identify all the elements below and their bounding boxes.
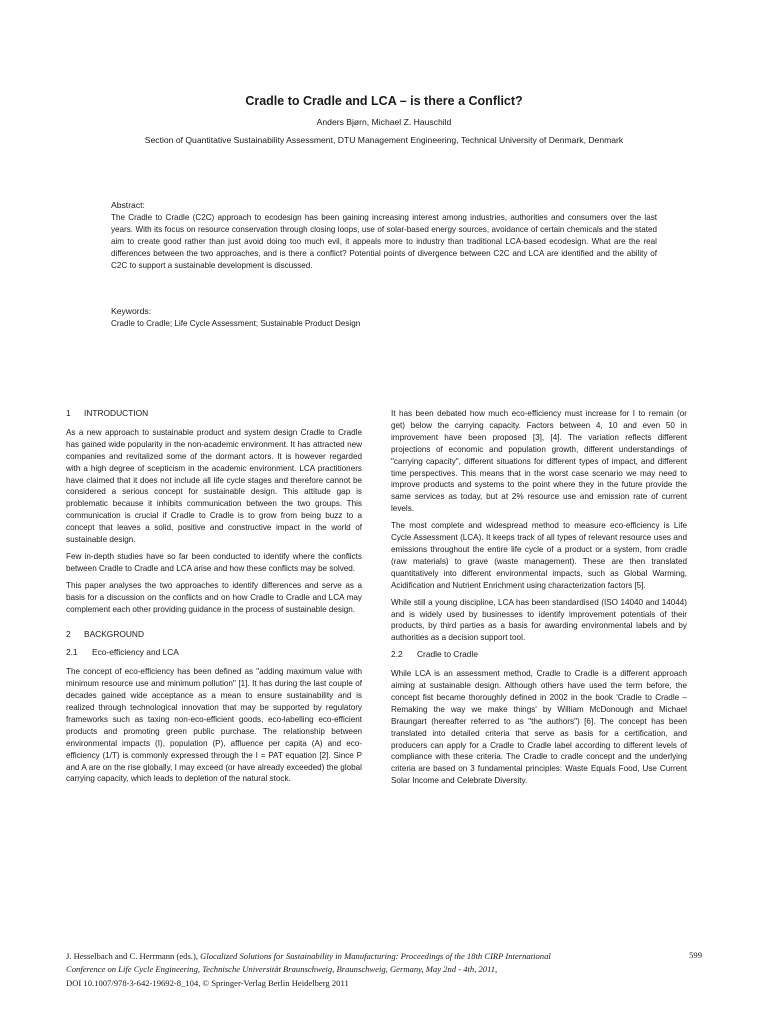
- footer-line-1: [66, 950, 626, 963]
- keywords-section: [111, 305, 657, 330]
- author-list: Anders Bjørn, Michael Z. Hauschild: [316, 117, 452, 127]
- paragraph: While still a young discipline, LCA has been standardised (ISO 14040 and 14044) and is widely used by businesses to identify improvement potentials of their products, by third parties as a basis for awarding environmental labels and by authorities as a decision support tool.: [391, 597, 687, 643]
- subsection-title: Eco-efficiency and LCA: [92, 647, 179, 658]
- citation-footer: [66, 950, 626, 990]
- paragraph: As a new approach to sustainable product and system design Cradle to Cradle has gained wide popularity in the non-academic environment. It has attracted new companies and revitalized some of the dormant actors. It is however regarded with a high degree of scepticism in the academic environment. LCA practitioners have claimed that it does not include all life cycle stages and therefore cannot be considered a serious concept for sustainable design. This attitude gap is problematic because it inhibits communication between the two groups. This communication is crucial if Cradle to Cradle is to grow from being buzz to a concept that leaves a solid, positive and constructive impact in the world of sustainable design.: [66, 427, 362, 545]
- paragraph: The most complete and widespread method to measure eco-efficiency is Life Cycle Assessment (LCA). It keeps track of all types of relevant resource uses and emissions throughout the entire life cycle of a product or a system, from cradle (raw materials) to grave (waste management). These are then translated quantitatively into different environmental impacts, such as Global Warming, Acidification and Nutrient Enrichment using characterization factors [5].: [391, 521, 687, 590]
- abstract-label: Abstract:: [111, 200, 145, 210]
- section-title: INTRODUCTION: [84, 408, 149, 418]
- left-column: [66, 408, 362, 790]
- keywords-label: Keywords:: [111, 306, 152, 316]
- paragraph: While LCA is an assessment method, Cradle to Cradle is a different approach aiming at sustainable design. Although others have used the term before, the concept fist became thoroughly defined in 2002 in the book 'Cradle to Cradle – Remaking the way we make things' by William McDonough and Michael Braungart (hereafter referred to as "the authors") [6]. The concept has been translated into detailed criteria that serve as basis for a certification, and producers can apply for a Cradle to Cradle label according to different levels of compliance with these criteria. The Cradle to cradle concept and the underlying criteria are based on 3 fundamental principles: Waste Equals Food, Use Current Solar Income and Celebrate Diversity.: [391, 669, 687, 786]
- paper-title: Cradle to Cradle and LCA – is there a Conflict?: [245, 94, 523, 108]
- abstract-section: [111, 199, 657, 272]
- section-number: 2: [66, 628, 71, 639]
- subsection-number: 2.2: [391, 649, 403, 660]
- paragraph: The concept of eco-efficiency has been defined as "adding maximum value with minimum resource use and minimum pollution" [1]. It has during the last couple of decades gained wide acceptance as a mean to ensure sustainability and is realized through technological innovation that may be supported by regulatory frameworks such as taxing non-eco-efficient goods, eco-labelling eco-efficient products and promoting green public purchase. The relationship between environmental impacts (I), population (P), affluence per capita (A) and eco-efficiency (1/T) is commonly expressed through the I = PAT equation [2]. Since P and A are on the rise globally, I may exceed (or have already exceeded) the global carrying capacity, which leads to depletion of the natural stock.: [66, 667, 362, 784]
- keywords-text: Cradle to Cradle; Life Cycle Assessment; Sustainable Product Design: [111, 319, 361, 328]
- page-number: 599: [689, 950, 702, 960]
- paragraph: It has been debated how much eco-efficiency must increase for I to remain (or get) below the carrying capacity. Factors between 4, 10 and even 50 in improvement have been proposed [3], [4]. The variation reflects different projections of economic and population growth, different understandings of "carrying capacity", different situations for different types of impact, and different time perspectives. This means that in the worst case scenario we may need to improve products and systems to the point where they in the future provide the same services as today, but at 2% resource use and emission rate of current levels.: [391, 409, 687, 514]
- footer-proceedings-title: Glocalized Solutions for Sustainability in Manufacturing: Proceedings of the 18th CIRP International: [200, 951, 551, 961]
- right-column: [391, 408, 687, 792]
- subsection-number: 2.1: [66, 647, 78, 658]
- subsection-heading-cradle-to-cradle: [391, 649, 687, 661]
- section-number: 1: [66, 408, 71, 418]
- subsection-heading-eco-efficiency: [66, 647, 362, 659]
- abstract-text: The Cradle to Cradle (C2C) approach to ecodesign has been gaining increasing interest among industries, authorities and consumers over the last years. With its focus on resource conservation through closing loops, use of solar-based energy sources, avoidance of certain chemicals and the stated aim to create good rather than just avoid doing too much evil, it appeals more to industry than traditional LCA-based ecodesign. What are the real differences between the two approaches, and is there a conflict? Potential points of divergence between C2C and LCA are identified and the ability of C2C to support a sustainable development is discussed.: [111, 213, 657, 271]
- subsection-title: Cradle to Cradle: [417, 649, 478, 660]
- section-title: BACKGROUND: [84, 628, 145, 639]
- footer-editors: J. Hesselbach and C. Herrmann (eds.),: [66, 951, 201, 961]
- footer-conference: Conference on Life Cycle Engineering, Technische Universität Braunschweig, Braunschweig, Germany, May 2nd - 4th, 2011,: [66, 964, 498, 975]
- paragraph: This paper analyses the two approaches to identify differences and serve as a basis for a discussion on the conflicts and on how Cradle to Cradle and LCA may complement each other providing guidance in the process of sustainable design.: [66, 580, 362, 614]
- footer-line-3: DOI 10.1007/978-3-642-19692-8_104, © Springer-Verlag Berlin Heidelberg 2011: [66, 977, 349, 988]
- affiliation: Section of Quantitative Sustainability Assessment, DTU Management Engineering, Technical University of Denmark, Denmark: [144, 135, 624, 145]
- section-heading-introduction: [66, 408, 362, 420]
- section-heading-background: [66, 629, 362, 641]
- paragraph: Few in-depth studies have so far been conducted to identify where the conflicts between Cradle to Cradle and LCA arise and how these conflicts may be solved.: [66, 551, 362, 573]
- footer-line-2: [66, 963, 626, 976]
